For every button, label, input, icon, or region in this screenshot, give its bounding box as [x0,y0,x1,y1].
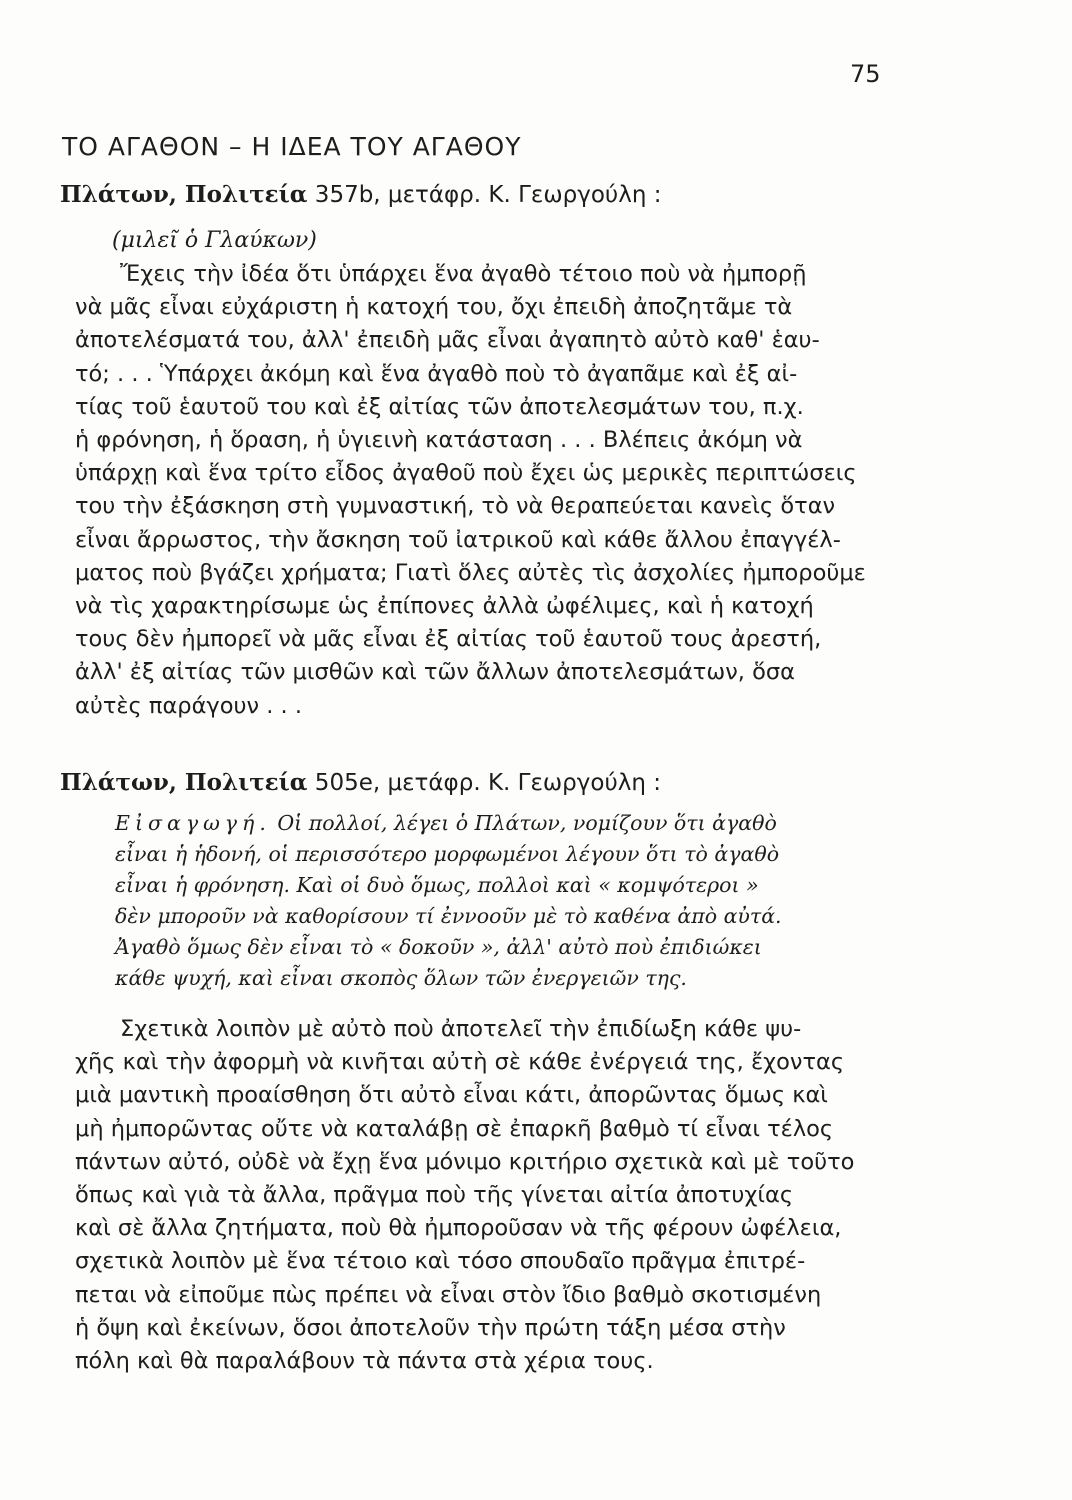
passage-1-line: εἶναι ἄρρωστος, τὴν ἄσκηση τοῦ ἰατρικοῦ καὶ κάθε ἄλλου ἐπαγγέλ- [75,526,841,553]
passage-2-line: χῆς καὶ τὴν ἀφορμὴ νὰ κινῆται αὐτὴ σὲ κάθε ἐνέργειά της, ἔχοντας [75,1049,845,1076]
passage-2-line: Σχετικὰ λοιπὸν μὲ αὐτὸ ποὺ ἀποτελεῖ τὴν ἐπιδίωξη κάθε ψυ- [120,1016,802,1042]
quote-line: δὲν μποροῦν νὰ καθορίσουν τί ἐννοοῦν μὲ τὸ καθένα ἀπὸ αὐτά. [115,904,782,928]
quote-line: Ἀγαθὸ ὅμως δὲν εἶναι τὸ « δοκοῦν », ἀλλ' αὐτὸ ποὺ ἐπιδιώκει [115,935,762,959]
passage-1-line: τους δὲν ἠμπορεῖ νὰ μᾶς εἶναι ἐξ αἰτίας τοῦ ἑαυτοῦ τους ἀρεστή, [75,626,822,653]
source-citation-1 [60,180,661,210]
quote-lead: Εἰσαγωγή. [115,811,271,835]
quote-line: εἶναι ἡ φρόνηση. Καὶ οἱ δυὸ ὅμως, πολλοὶ καὶ « κομψότεροι » [115,873,759,897]
passage-1-line: τίας τοῦ ἑαυτοῦ του καὶ ἐξ αἰτίας τῶν ἀποτελεσμάτων του, π.χ. [75,393,804,420]
passage-1-line: ματος ποὺ βγάζει χρήματα; Γιατὶ ὅλες αὐτὲς τὶς ἀσχολίες ἠμποροῦμε [75,559,866,586]
passage-2-line: μιὰ μαντικὴ προαίσθηση ὅτι αὐτὸ εἶναι κάτι, ἀπορῶντας ὅμως καὶ [75,1082,828,1109]
commentary-quote [115,808,905,994]
passage-1-line: ἡ φρόνηση, ἡ ὅραση, ἡ ὑγιεινὴ κατάσταση . . . Βλέπεις ἀκόμη νὰ [75,427,803,454]
source-author-1: Πλάτων, Πολιτεία [60,181,308,208]
passage-1-line: νὰ τὶς χαρακτηρίσωμε ὡς ἐπίπονες ἀλλὰ ὠφέλιμες, καὶ ἡ κατοχή [75,593,814,620]
passage-1-line: ὑπάρχῃ καὶ ἕνα τρίτο εἶδος ἀγαθοῦ ποὺ ἔχει ὡς μερικὲς περιπτώσεις [75,460,857,487]
passage-2 [75,1013,910,1378]
chapter-title: ΤΟ ΑΓΑΘΟΝ – Η ΙΔΕΑ ΤΟΥ ΑΓΑΘΟΥ [62,132,522,161]
passage-2-line: πεται νὰ εἰποῦμε πὼς πρέπει νὰ εἶναι στὸν ἴδιο βαθμὸ σκοτισμένη [75,1281,822,1308]
source-citation-2 [60,768,661,798]
speaker-note: (μιλεῖ ὁ Γλαύκων) [112,228,317,253]
passage-2-line: σχετικὰ λοιπὸν μὲ ἕνα τέτοιο καὶ τόσο σπουδαῖο πρᾶγμα ἐπιτρέ- [75,1248,806,1275]
passage-1-line: Ἔχεις τὴν ἰδέα ὅτι ὑπάρχει ἕνα ἀγαθὸ τέτοιο ποὺ νὰ ἠμπορῇ [120,261,807,287]
quote-line: εἶναι ἡ ἡδονή, οἱ περισσότερο μορφωμένοι λέγουν ὅτι τὸ ἀγαθὸ [115,842,780,866]
passage-2-line: ὅπως καὶ γιὰ τὰ ἄλλα, πρᾶγμα ποὺ τῆς γίνεται αἰτία ἀποτυχίας [75,1182,794,1209]
source-details-2: 505e, μετάφρ. Κ. Γεωργούλη : [307,770,662,796]
passage-1 [75,258,910,723]
passage-1-line: ἀλλ' ἐξ αἰτίας τῶν μισθῶν καὶ τῶν ἄλλων ἀποτελεσμάτων, ὅσα [75,659,795,686]
passage-1-line: νὰ μᾶς εἶναι εὐχάριστη ἡ κατοχή του, ὄχι ἐπειδὴ ἀποζητᾶμε τὰ [75,294,793,321]
passage-2-line: καὶ σὲ ἄλλα ζητήματα, ποὺ θὰ ἠμποροῦσαν νὰ τῆς φέρουν ὠφέλεια, [75,1215,842,1242]
passage-1-line: του τὴν ἐξάσκηση στὴ γυμναστική, τὸ νὰ θεραπεύεται κανεὶς ὅταν [75,493,836,520]
passage-1-line: αὐτὲς παράγουν . . . [75,692,302,719]
passage-2-line: μὴ ἠμπορῶντας οὔτε νὰ καταλάβῃ σὲ ἐπαρκῆ βαθμὸ τί εἶναι τέλος [75,1115,834,1142]
passage-1-line: ἀποτελέσματά του, ἀλλ' ἐπειδὴ μᾶς εἶναι ἀγαπητὸ αὐτὸ καθ' ἑαυ- [75,327,820,354]
source-author-2: Πλάτων, Πολιτεία [60,769,308,796]
page-number: 75 [850,60,881,88]
quote-line: κάθε ψυχή, καὶ εἶναι σκοπὸς ὅλων τῶν ἐνεργειῶν της. [115,966,687,990]
passage-2-line: ἡ ὄψη καὶ ἐκείνων, ὅσοι ἀποτελοῦν τὴν πρώτη τάξη μέσα στὴν [75,1314,786,1341]
quote-first-line: Οἱ πολλοί, λέγει ὁ Πλάτων, νομίζουν ὅτι ἀγαθὸ [270,811,777,835]
quote-line [115,808,905,839]
passage-1-line: τό; . . . Ὑπάρχει ἀκόμη καὶ ἕνα ἀγαθὸ ποὺ τὸ ἀγαπᾶμε καὶ ἐξ αἰ- [75,360,798,387]
passage-2-line: πόλη καὶ θὰ παραλάβουν τὰ πάντα στὰ χέρια τους. [75,1348,654,1375]
passage-2-line: πάντων αὐτό, οὐδὲ νὰ ἔχῃ ἕνα μόνιμο κριτήριο σχετικὰ καὶ μὲ τοῦτο [75,1148,855,1175]
source-details-1: 357b, μετάφρ. Κ. Γεωργούλη : [307,182,662,208]
